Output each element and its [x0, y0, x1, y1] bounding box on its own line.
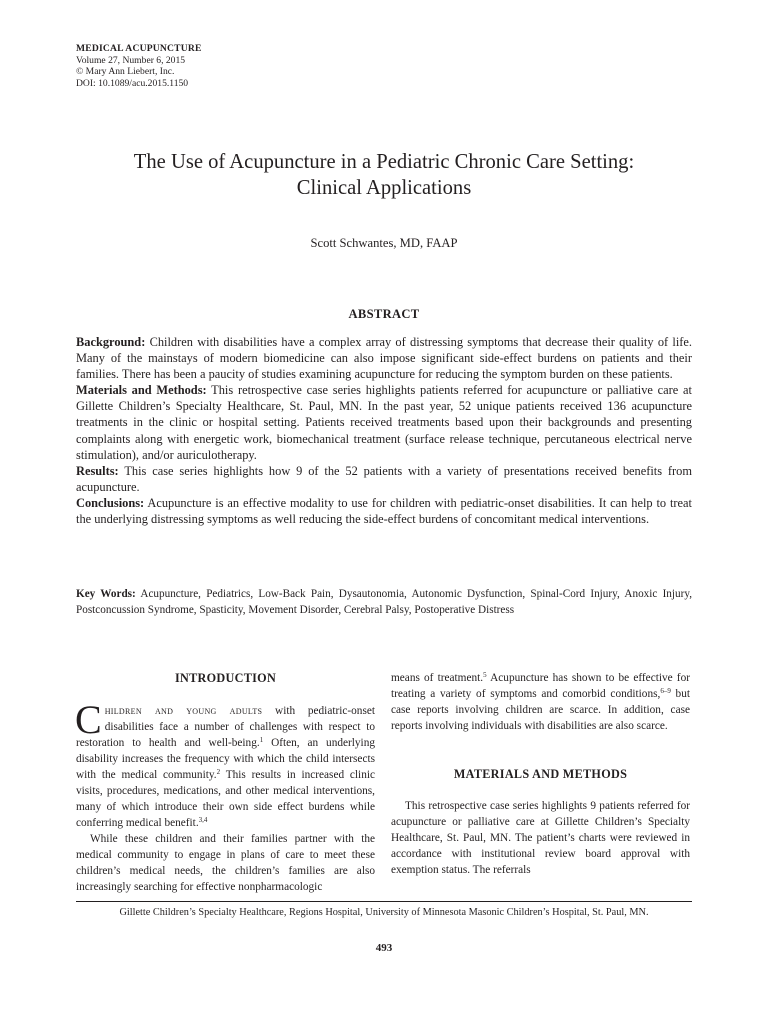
journal-masthead [76, 43, 202, 89]
drop-cap: C [75, 697, 102, 742]
article-title-line-2: Clinical Applications [296, 176, 472, 199]
journal-name: MEDICAL ACUPUNCTURE [76, 43, 202, 54]
key-words [76, 587, 692, 618]
introduction-text-3c: but case reports involving children are scarce. In addition, case reports involving individuals with disabilities are also scarce. [391, 688, 690, 732]
abstract-heading: ABSTRACT [348, 307, 420, 321]
introduction-smallcaps: hildren and young adults [104, 705, 263, 717]
article-title [60, 150, 708, 201]
introduction-paragraph-1 [75, 697, 375, 831]
abstract-body [76, 334, 692, 527]
introduction-paragraph-3 [391, 670, 690, 734]
introduction-text-3a: means of treatment. [391, 672, 484, 684]
introduction-paragraph-2: While these children and their families partner with the medical community to engage in plans of care to meet these children’s medical needs, the children’s families are also increasingly searching for effective nonpharmacologic [76, 833, 375, 893]
article-title-line-1: The Use of Acupuncture in a Pediatric Chronic Care Setting: [133, 151, 635, 173]
introduction-text-1b: Often, an underlying disability increases the frequency with which the child intersects with the medical community. [76, 737, 375, 781]
abstract-conclusions-text: Acupuncture is an effective modality to use for children with pediatric-onset disabilities. It can help to treat the underlying distressing symptoms as well reducing the side-effect burdens of concomitant medical interventions. [76, 495, 692, 527]
abstract-results-text: This case series highlights how 9 of the 52 patients with a variety of presentations received benefits from acupuncture. [76, 463, 692, 494]
page-number: 493 [375, 942, 393, 954]
reference-5: 5 [483, 671, 487, 679]
introduction-heading: INTRODUCTION [174, 671, 277, 685]
author-affiliation: Gillette Children’s Specialty Healthcare, Regions Hospital, University of Minnesota Masonic Children’s Hospital, St. Paul, MN. [119, 907, 649, 918]
column-right [391, 670, 690, 878]
reference-2: 2 [216, 768, 221, 776]
column-left [76, 670, 375, 895]
methods-paragraph-1: This retrospective case series highlights 9 patients referred for acupuncture or palliative care at Gillette Children’s Specialty Healthcare, St. Paul, MN. The patient’s charts were reviewed in accordance with institutional review board approval with exemption status. The referrals [391, 800, 690, 876]
journal-copyright: © Mary Ann Liebert, Inc. [76, 66, 175, 78]
introduction-text-1a: with pediatric-onset disabilities face a number of challenges with respect to restoration to health and well-being. [76, 705, 375, 749]
abstract-conclusions [76, 495, 692, 527]
article-author: Scott Schwantes, MD, FAAP [310, 236, 458, 250]
reference-1: 1 [259, 736, 264, 744]
abstract-background-text: Children with disabilities have a complex array of distressing symptoms that decrease their quality of life. Many of the mainstays of modern biomedicine can also impose significant side-effect burdens on patients and their families. There has been a paucity of studies examining acupuncture for reducing the symptom burden on these patients. [76, 335, 692, 382]
abstract-methods [76, 382, 692, 462]
abstract-methods-label: Materials and Methods: [76, 383, 207, 398]
abstract-conclusions-label: Conclusions: [76, 495, 145, 510]
key-words-label: Key Words: [76, 588, 136, 600]
abstract-methods-text: This retrospective case series highlights patients referred for acupuncture or palliative care at Gillette Children’s Specialty Healthcare, St. Paul, MN. In the past year, 52 unique patients received 136 acupuncture treatments in the clinic or hospital setting. Patients received treatments based upon their backgrounds and presenting complaints along with energetic work, biomechanical treatment (surface release technique, percutaneous electrical nerve stimulation), and/or auriculotherapy. [76, 383, 692, 462]
key-words-text: Acupuncture, Pediatrics, Low-Back Pain, Dysautonomia, Autonomic Dysfunction, Spinal-Cord Injury, Anoxic Injury, Postconcussion Syndrome, Spasticity, Movement Disorder, Cerebral Palsy, Postoperative Distress [76, 588, 692, 616]
abstract-background [76, 334, 692, 382]
reference-6-9: 6–9 [660, 687, 671, 695]
abstract-results-label: Results: [76, 463, 119, 478]
journal-doi: DOI: 10.1089/acu.2015.1150 [76, 77, 189, 89]
introduction-text-3b: Acupuncture has shown to be effective for treating a variety of symptoms and comorbid conditions, [391, 672, 690, 700]
abstract-results [76, 463, 692, 495]
introduction-text-1c: This results in increased clinic visits, procedures, medications, and other medical interventions, many of which introduce their own side effect burdens while conferring medical benefit. [76, 769, 375, 829]
footnote-divider [76, 901, 692, 902]
abstract-background-label: Background: [76, 335, 146, 349]
methods-heading: MATERIALS AND METHODS [453, 767, 628, 781]
journal-volume: Volume 27, Number 6, 2015 [76, 54, 186, 66]
reference-3-4: 3,4 [198, 816, 208, 824]
